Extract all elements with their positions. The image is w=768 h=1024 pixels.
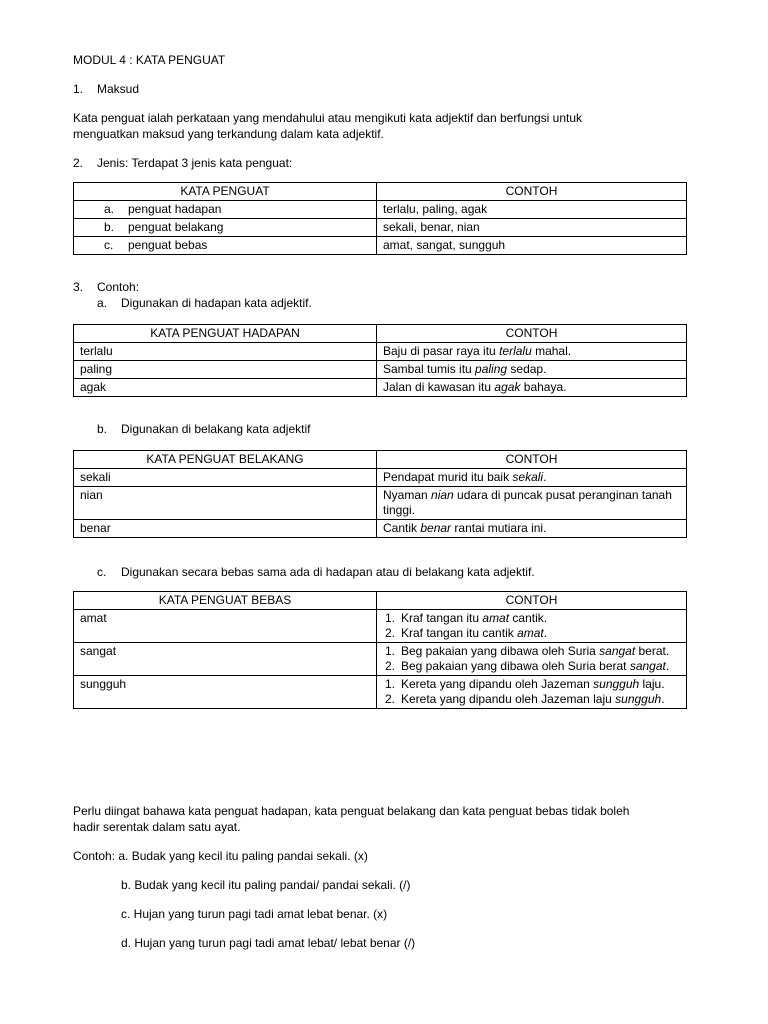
emphasis: benar: [420, 521, 452, 535]
list-number: 2.: [385, 692, 396, 706]
text: Nyaman: [383, 488, 432, 502]
emphasis: nian: [431, 488, 454, 502]
table-row: [74, 379, 687, 397]
table-cell: [377, 361, 687, 379]
list-number: 1.: [385, 677, 396, 691]
table-row: [74, 676, 687, 709]
example-c: c. Hujan yang turun pagi tadi amat lebat benar. (x): [121, 907, 388, 921]
table-row: [74, 610, 687, 643]
text: Sambal tumis itu: [383, 362, 476, 376]
table-cell: [377, 520, 687, 538]
table-cell: agak: [74, 379, 377, 397]
column-header: KATA PENGUAT: [74, 183, 377, 201]
row-type: penguat bebas: [128, 238, 208, 252]
emphasis: sangat: [599, 644, 636, 658]
column-header: CONTOH: [377, 325, 687, 343]
definition-line-2: menguatkan maksud yang terkandung dalam kata adjektif.: [73, 127, 384, 141]
emphasis: terlalu: [499, 344, 532, 358]
section-3a-heading: a. Digunakan di hadapan kata adjektif.: [97, 296, 312, 310]
list-text: [401, 644, 680, 659]
table-cell: nian: [74, 487, 377, 520]
row-letter: a.: [104, 202, 115, 216]
list-item: [383, 644, 680, 659]
table-row: [74, 469, 687, 487]
list-number: 1.: [385, 644, 396, 658]
table-cell: [74, 237, 377, 255]
text: Jalan di kawasan itu: [383, 380, 495, 394]
table-cell: sungguh: [74, 676, 377, 709]
list-number: 2.: [385, 659, 396, 673]
section-3-heading: 3. Contoh:: [73, 280, 140, 294]
table-row: [74, 361, 687, 379]
table-kata-penguat: [73, 182, 687, 255]
emphasis: sungguh: [615, 692, 662, 706]
text: .: [661, 692, 665, 706]
section-2-heading: 2. Jenis: Terdapat 3 jenis kata penguat:: [73, 156, 293, 170]
example-a: a. Budak yang kecil itu paling pandai sekali. (x): [118, 849, 368, 863]
list-number: 2.: [385, 626, 396, 640]
table-cell: paling: [74, 361, 377, 379]
text: Kraf tangan itu cantik: [401, 626, 518, 640]
emphasis: sangat: [629, 659, 666, 673]
emphasis: amat: [517, 626, 544, 640]
list-text: [401, 611, 680, 626]
table-row: [74, 237, 687, 255]
table-row: [74, 343, 687, 361]
list-text: [401, 659, 680, 674]
text: Baju di pasar raya itu: [383, 344, 500, 358]
table-cell: terlalu: [74, 343, 377, 361]
table-header-row: [74, 183, 687, 201]
table-row: [74, 487, 687, 520]
list-item: [383, 677, 680, 692]
section-3c-heading: c. Digunakan secara bebas sama ada di hadapan atau di belakang kata adjektif.: [97, 565, 535, 579]
list-text: [401, 692, 680, 707]
text: Beg pakaian yang dibawa oleh Suria berat: [401, 659, 630, 673]
table-cell: amat, sangat, sungguh: [377, 237, 687, 255]
emphasis: sungguh: [593, 677, 640, 691]
emphasis: amat: [482, 611, 510, 625]
page-title: MODUL 4 : KATA PENGUAT: [73, 53, 226, 67]
list-item: [383, 611, 680, 626]
table-cell: [377, 379, 687, 397]
table-cell: benar: [74, 520, 377, 538]
table-row: [74, 219, 687, 237]
column-header: KATA PENGUAT BEBAS: [74, 592, 377, 610]
table-header-row: [74, 451, 687, 469]
list-item: [383, 692, 680, 707]
table-cell: sekali, benar, nian: [377, 219, 687, 237]
list-text: [401, 677, 680, 692]
column-header: CONTOH: [377, 592, 687, 610]
emphasis: paling: [475, 362, 508, 376]
table-row: [74, 520, 687, 538]
example-d: d. Hujan yang turun pagi tadi amat lebat/ lebat benar (/): [121, 936, 416, 950]
text: Cantik: [383, 521, 421, 535]
table-cell: sangat: [74, 643, 377, 676]
list-number: 1.: [385, 611, 396, 625]
text: rantai mutiara ini.: [451, 521, 547, 535]
text: sedap.: [507, 362, 547, 376]
list-item: [383, 659, 680, 674]
table-cell: [377, 676, 687, 709]
table-header-row: [74, 592, 687, 610]
table-cell: [377, 610, 687, 643]
table-cell: terlalu, paling, agak: [377, 201, 687, 219]
text: Beg pakaian yang dibawa oleh Suria: [401, 644, 600, 658]
text: berat.: [635, 644, 670, 658]
table-row: [74, 201, 687, 219]
list-text: [401, 626, 680, 641]
section-1-heading: 1. Maksud: [73, 82, 140, 96]
column-header: KATA PENGUAT HADAPAN: [74, 325, 377, 343]
text: .: [665, 659, 670, 673]
table-cell: [74, 201, 377, 219]
table-row: [74, 643, 687, 676]
row-type: penguat hadapan: [128, 202, 222, 216]
table-penguat-hadapan: [73, 324, 687, 397]
table-header-row: [74, 325, 687, 343]
note-line-1: Perlu diingat bahawa kata penguat hadapan, kata penguat belakang dan kata penguat bebas tidak boleh: [73, 804, 630, 818]
text: Kereta yang dipandu oleh Jazeman: [401, 677, 594, 691]
table-cell: amat: [74, 610, 377, 643]
table-cell: [74, 219, 377, 237]
row-letter: c.: [104, 238, 114, 252]
text: Kraf tangan itu: [401, 611, 483, 625]
table-cell: [377, 469, 687, 487]
column-header: CONTOH: [377, 451, 687, 469]
row-letter: b.: [104, 220, 115, 234]
table-cell: sekali: [74, 469, 377, 487]
text: mahal.: [531, 344, 572, 358]
section-3b-heading: b. Digunakan di belakang kata adjektif: [97, 422, 311, 436]
text: .: [543, 626, 548, 640]
column-header: KATA PENGUAT BELAKANG: [74, 451, 377, 469]
examples-label: Contoh:: [73, 849, 116, 863]
text: Kereta yang dipandu oleh Jazeman laju: [401, 692, 616, 706]
text: cantik.: [509, 611, 548, 625]
emphasis: sekali: [512, 470, 544, 484]
text: udara di puncak pusat peranginan tanah tinggi.: [383, 488, 672, 517]
table-penguat-bebas: [73, 591, 687, 709]
table-cell: [377, 343, 687, 361]
text: .: [543, 470, 547, 484]
table-cell: [377, 487, 687, 520]
note-line-2: hadir serentak dalam satu ayat.: [73, 820, 241, 834]
example-a-line: [73, 849, 368, 864]
text: laju.: [639, 677, 665, 691]
column-header: CONTOH: [377, 183, 687, 201]
table-penguat-belakang: [73, 450, 687, 538]
example-b: b. Budak yang kecil itu paling pandai/ pandai sekali. (/): [121, 878, 411, 892]
definition-line-1: Kata penguat ialah perkataan yang mendahului atau mengikuti kata adjektif dan berfungsi untuk: [73, 111, 583, 125]
table-cell: [377, 643, 687, 676]
row-type: penguat belakang: [128, 220, 224, 234]
list-item: [383, 626, 680, 641]
text: bahaya.: [520, 380, 567, 394]
text: Pendapat murid itu baik: [383, 470, 513, 484]
emphasis: agak: [494, 380, 521, 394]
